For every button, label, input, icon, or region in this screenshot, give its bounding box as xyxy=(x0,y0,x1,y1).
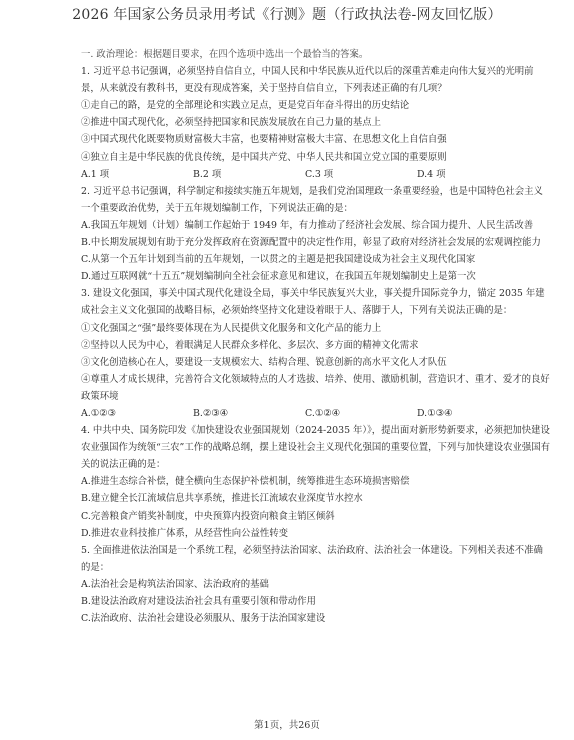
question-3-item: ④尊重人才成长规律，完善符合文化领域特点的人才选拔、培养、使用、激励机制，营造识才、重才、爱才的良好政策环境 xyxy=(81,373,550,402)
option-d: D.4 项 xyxy=(417,168,446,180)
question-4-stem: 4. 中共中央、国务院印发《加快建设农业强国规划（2024-2035 年）》，提出面对新形势新要求，必须把加快建设农业强国作为统领“三农”工作的战略总纲，摆上建设社会主义现代化强国的重要位置，下列与加快建设农业强国有关的说法正确的是： xyxy=(81,425,550,471)
document-title: 2026 年国家公务员录用考试《行测》题（行政执法卷-网友回忆版） xyxy=(72,7,502,23)
section-heading: 一. 政治理论：根据题目要求，在四个选项中选出一个最恰当的答案。 xyxy=(81,49,369,60)
question-3-stem: 3. 建设文化强国，事关中国式现代化建设全局，事关中华民族复兴大业，事关提升国际竞争力，锚定 2035 年建成社会主义文化强国的战略目标，必须始终坚持文化建设着眼于人、落脚于人，下列有关说法正确的是： xyxy=(81,288,545,317)
question-3-options xyxy=(81,405,552,422)
option-c: C.法治政府、法治社会建设必须服从、服务于法治国家建设 xyxy=(81,613,326,625)
option-d: D.通过互联网就“十五五”规划编制向全社会征求意见和建议，在我国五年规划编制史上是第一次 xyxy=(81,271,476,283)
question-1-item: ④独立自主是中华民族的优良传统，是中国共产党、中华人民共和国立党立国的重要原则 xyxy=(81,151,447,163)
question-1-item: ①走自己的路，是党的全部理论和实践立足点，更是党百年奋斗得出的历史结论 xyxy=(81,100,410,112)
option-a: A.我国五年规划（计划）编制工作起始于 1949 年，有力推动了经济社会发展、综合国力提升、人民生活改善 xyxy=(81,219,534,231)
option-d: D.①③④ xyxy=(417,407,453,419)
question-3-item: ②坚持以人民为中心，着眼满足人民群众多样化、多层次、多方面的精神文化需求 xyxy=(81,339,419,351)
option-a: A.法治社会是构筑法治国家、法治政府的基础 xyxy=(81,578,269,590)
question-2-stem: 2. 习近平总书记强调，科学制定和接续实施五年规划，是我们党治国理政一条重要经验，也是中国特色社会主义一个重要政治优势，关于五年规划编制工作，下列说法正确的是： xyxy=(81,185,543,214)
question-1-stem: 1. 习近平总书记强调，必须坚持自信自立，中国人民和中华民族从近代以后的深重苦难走向伟大复兴的光明前景，从来就没有教科书，更没有现成答案，关于坚持自信自立，下列表述正确的有几项？ xyxy=(81,66,534,95)
question-1-item: ②推进中国式现代化，必须坚持把国家和民族发展放在自己力量的基点上 xyxy=(81,117,382,129)
option-a: A.1 项 xyxy=(81,168,110,180)
question-3-item: ①文化强国之“强”最终要体现在为人民提供文化服务和文化产品的能力上 xyxy=(81,322,382,334)
option-c: C.①②④ xyxy=(305,407,341,419)
option-c: C.3 项 xyxy=(305,168,334,180)
option-b: B.中长期发展规划有助于充分发挥政府在资源配置中的决定性作用，彰显了政府对经济社会发展的宏观调控能力 xyxy=(81,237,541,249)
option-a: A.推进生态综合补偿，健全横向生态保护补偿机制，统筹推进生态环境损害赔偿 xyxy=(81,476,410,488)
question-1-options xyxy=(81,166,552,183)
option-c: C.从第一个五年计划到当前的五年规划，一以贯之的主题是把我国建设成为社会主义现代化国家 xyxy=(81,254,476,266)
question-5-stem: 5. 全面推进依法治国是一个系统工程，必须坚持法治国家、法治政府、法治社会一体建设。下列相关表述不准确的是： xyxy=(81,544,543,573)
option-b: B.建立健全长江流域信息共享系统，推进长江流域农业深度节水控水 xyxy=(81,493,363,505)
question-1-item: ③中国式现代化既要物质财富极大丰富，也要精神财富极大丰富、在思想文化上自信自强 xyxy=(81,134,447,146)
option-c: C.完善粮食产销奖补制度，中央预算内投资向粮食主销区倾斜 xyxy=(81,510,335,522)
option-b: B.建设法治政府对建设法治社会具有重要引领和带动作用 xyxy=(81,596,316,607)
option-d: D.推进农业科技推广体系，从经营性向公益性转变 xyxy=(81,527,289,539)
option-b: B.2 项 xyxy=(193,168,222,180)
question-content xyxy=(81,46,552,627)
option-b: B.②③④ xyxy=(193,407,229,419)
option-a: A.①②③ xyxy=(81,407,116,419)
page-number: 第1页，共26页 xyxy=(254,720,320,731)
question-3-item: ③文化创造核心在人，要建设一支规模宏大、结构合理、锐意创新的高水平文化人才队伍 xyxy=(81,356,447,368)
